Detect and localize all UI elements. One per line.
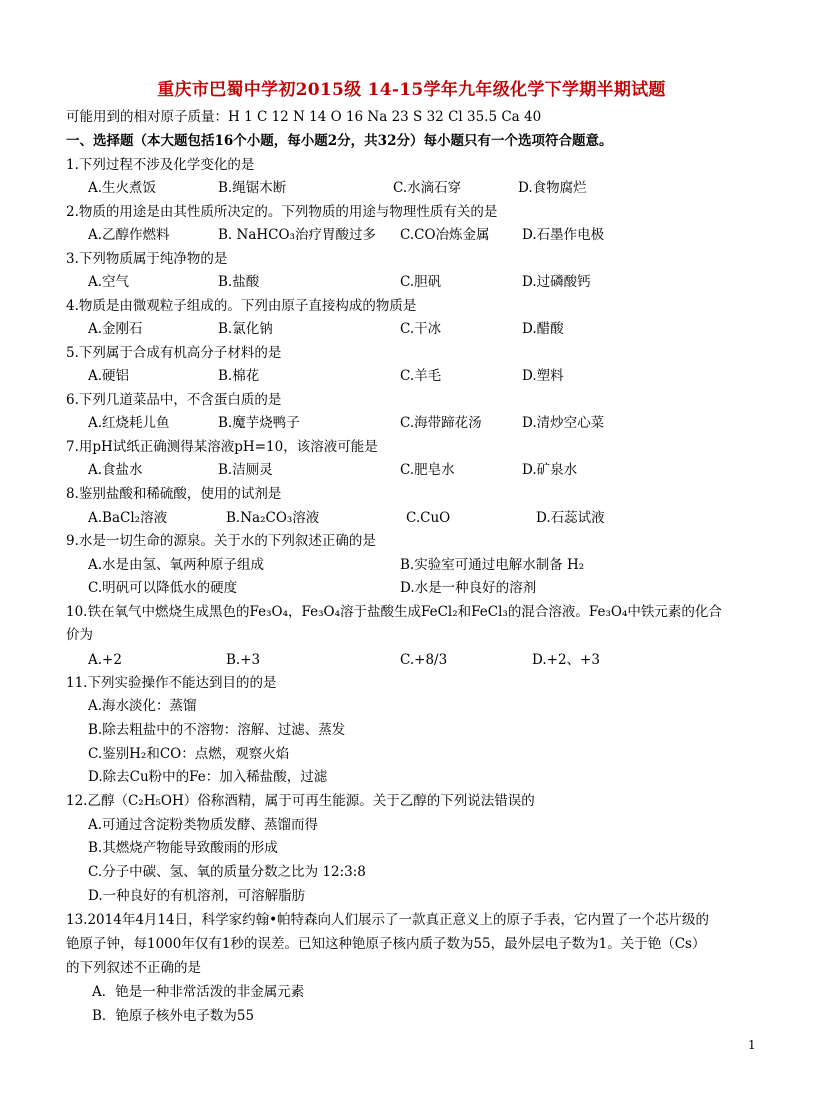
question-13-stem-cont2: 的下列叙述不正确的是	[66, 960, 201, 976]
question-2-stem: 2.物质的用途是由其性质所决定的。下列物质的用途与物理性质有关的是	[66, 204, 498, 220]
q2-option-c: C.CO冶炼金属	[400, 227, 490, 243]
q4-option-c: C.干冰	[400, 321, 442, 337]
q1-option-d: D.食物腐烂	[518, 180, 587, 196]
q9-option-b: B.实验室可通过电解水制备 H₂	[400, 557, 585, 573]
page-title: 重庆市巴蜀中学初2015级 14-15学年九年级化学下学期半期试题	[157, 80, 666, 100]
page-number: 1	[748, 1038, 756, 1052]
q11-option-c: C.鉴别H₂和CO：点燃，观察火焰	[88, 746, 290, 762]
q10-option-d: D.+2、+3	[532, 652, 600, 668]
q4-option-b: B.氯化钠	[218, 321, 273, 337]
q10-option-c: C.+8/3	[400, 652, 448, 668]
q7-option-b: B.洁厕灵	[218, 462, 273, 478]
q6-option-a: A.红烧耗儿鱼	[88, 415, 170, 431]
q9-option-a: A.水是由氢、氧两种原子组成	[88, 557, 265, 573]
q10-option-b: B.+3	[226, 652, 261, 668]
question-4-stem: 4.物质是由微观粒子组成的。下列由原子直接构成的物质是	[66, 298, 417, 314]
question-10-stem: 10.铁在氧气中燃烧生成黑色的Fe₃O₄，Fe₃O₄溶于盐酸生成FeCl₂和FeCl₃的混合溶液。Fe₃O₄中铁元素的化合	[66, 604, 722, 620]
q2-option-b: B. NaHCO₃治疗胃酸过多	[218, 227, 376, 243]
question-8-stem: 8.鉴别盐酸和稀硫酸，使用的试剂是	[66, 486, 282, 502]
q5-option-a: A.硬铝	[88, 368, 130, 384]
question-1-stem: 1.下列过程不涉及化学变化的是	[66, 157, 255, 173]
question-12-stem: 12.乙醇（C₂H₅OH）俗称酒精，属于可再生能源。关于乙醇的下列说法错误的	[66, 793, 535, 809]
atomic-mass-line: 可能用到的相对原子质量：H 1 C 12 N 14 O 16 Na 23 S 32 Cl 35.5 Ca 40	[66, 109, 542, 125]
q2-option-d: D.石墨作电极	[522, 227, 605, 243]
section-heading: 一、选择题（本大题包括16个小题，每小题2分，共32分）每小题只有一个选项符合题意。	[66, 133, 613, 149]
question-3-stem: 3.下列物质属于纯净物的是	[66, 251, 228, 267]
question-6-stem: 6.下列几道菜品中，不含蛋白质的是	[66, 392, 282, 408]
q8-option-a: A.BaCl₂溶液	[88, 510, 168, 526]
q11-option-d: D.除去Cu粉中的Fe：加入稀盐酸，过滤	[88, 769, 328, 785]
question-9-stem: 9.水是一切生命的源泉。关于水的下列叙述正确的是	[66, 533, 376, 549]
q6-option-c: C.海带蹄花汤	[400, 415, 482, 431]
q3-option-d: D.过磷酸钙	[522, 274, 591, 290]
q5-option-b: B.棉花	[218, 368, 260, 384]
q10-option-a: A.+2	[88, 652, 122, 668]
q9-option-c: C.明矾可以降低水的硬度	[88, 580, 238, 596]
q7-option-a: A.食盐水	[88, 462, 143, 478]
q3-option-c: C.胆矾	[400, 274, 442, 290]
question-7-stem: 7.用pH试纸正确测得某溶液pH=10，该溶液可能是	[66, 439, 378, 455]
q1-option-c: C.水滴石穿	[393, 180, 462, 196]
q12-option-b: B.其燃烧产物能导致酸雨的形成	[88, 840, 278, 856]
question-10-stem-cont: 价为	[66, 627, 93, 643]
q8-option-b: B.Na₂CO₃溶液	[226, 510, 320, 526]
question-11-stem: 11.下列实验操作不能达到目的的是	[66, 675, 277, 691]
q1-option-b: B.绳锯木断	[218, 180, 287, 196]
q9-option-d: D.水是一种良好的溶剂	[400, 580, 537, 596]
q13-option-b: B．铯原子核外电子数为55	[92, 1008, 255, 1024]
q8-option-c: C.CuO	[406, 510, 451, 526]
q3-option-b: B.盐酸	[218, 274, 260, 290]
q2-option-a: A.乙醇作燃料	[88, 227, 170, 243]
q12-option-d: D.一种良好的有机溶剂，可溶解脂肪	[88, 888, 306, 904]
q5-option-d: D.塑料	[522, 368, 564, 384]
question-13-stem-cont: 铯原子钟，每1000年仅有1秒的误差。已知这种铯原子核内质子数为55，最外层电子数为1。关于铯（Cs）	[66, 936, 706, 952]
q4-option-a: A.金刚石	[88, 321, 143, 337]
q11-option-a: A.海水淡化：蒸馏	[88, 698, 197, 714]
q7-option-d: D.矿泉水	[522, 462, 578, 478]
q11-option-b: B.除去粗盐中的不溶物：溶解、过滤、蒸发	[88, 722, 346, 738]
q6-option-d: D.清炒空心菜	[522, 415, 605, 431]
q12-option-c: C.分子中碳、氢、氧的质量分数之比为 12:3:8	[88, 864, 366, 880]
q7-option-c: C.肥皂水	[400, 462, 455, 478]
q4-option-d: D.醋酸	[522, 321, 564, 337]
q5-option-c: C.羊毛	[400, 368, 442, 384]
q8-option-d: D.石蕊试液	[536, 510, 605, 526]
question-13-stem: 13.2014年4月14日，科学家约翰•帕特森向人们展示了一款真正意义上的原子手表，它内置了一个芯片级的	[66, 912, 710, 928]
q6-option-b: B.魔芋烧鸭子	[218, 415, 300, 431]
q1-option-a: A.生火煮饭	[88, 180, 157, 196]
q3-option-a: A.空气	[88, 274, 130, 290]
q12-option-a: A.可通过含淀粉类物质发酵、蒸馏而得	[88, 817, 319, 833]
q13-option-a: A．铯是一种非常活泼的非金属元素	[92, 984, 305, 1000]
question-5-stem: 5.下列属于合成有机高分子材料的是	[66, 345, 282, 361]
